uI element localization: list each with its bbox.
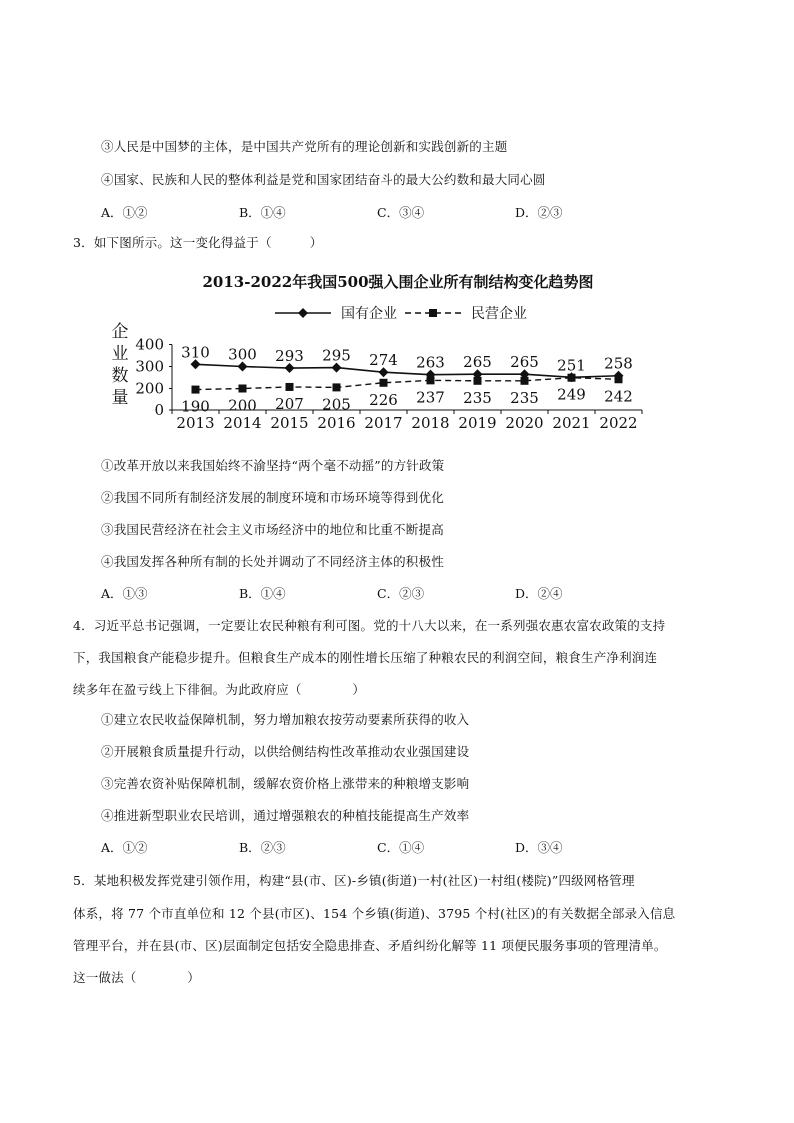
data-label: 235: [510, 388, 539, 407]
q4-statement-3: ③完善农资补贴保障机制，缓解农资价格上涨带来的种粮增支影响: [101, 776, 470, 791]
legend-marker-diamond: [298, 308, 308, 318]
q2-option-c[interactable]: C．③④: [377, 205, 425, 220]
q2-statement-4: ④国家、民族和人民的整体利益是党和国家团结奋斗的最大公约数和最大同心圆: [101, 172, 546, 187]
legend-label: 国有企业: [341, 306, 397, 322]
data-point-private: [192, 386, 200, 394]
y-ticks: [135, 336, 172, 420]
q4-stem-line-3: 续多年在盈亏线上下徘徊。为此政府应（ ）: [73, 682, 366, 697]
q3-option-a[interactable]: A．①③: [101, 586, 148, 601]
data-label: 237: [416, 388, 445, 407]
data-label: 242: [604, 387, 633, 406]
data-label: 258: [604, 354, 633, 373]
x-tick-label: 2022: [599, 414, 638, 432]
q3-option-d[interactable]: D．②④: [515, 586, 563, 601]
data-label: 274: [369, 351, 398, 370]
x-ticks: [176, 414, 637, 432]
q4-statement-4: ④推进新型职业农民培训，通过增强粮农的种植技能提高生产效率: [101, 808, 470, 823]
chart-title: 2013-2022年我国500强入围企业所有制结构变化趋势图: [202, 273, 594, 291]
data-label: 295: [322, 346, 351, 365]
q3-options: [101, 584, 653, 602]
q4-option-d[interactable]: D．③④: [515, 840, 563, 855]
data-label: 200: [228, 396, 257, 415]
q5-stem-line-2: 体系，将 77 个市直单位和 12 个县(市区)、154 个乡镇(街道)、3795 个村(社区)的有关数据全部录入信息: [73, 906, 676, 921]
q4-statement-1: ①建立农民收益保障机制，努力增加粮农按劳动要素所获得的收入: [101, 712, 470, 727]
data-labels: [181, 343, 633, 415]
data-label: 300: [228, 345, 257, 364]
q3-statement-4: ④我国发挥各种所有制的长处并调动了不同经济主体的积极性: [101, 554, 444, 569]
data-point-private: [521, 377, 529, 385]
ownership-trend-chart: [100, 265, 660, 440]
data-label: 293: [275, 347, 304, 366]
q4-option-b[interactable]: B．②③: [239, 840, 286, 855]
q3-statement-3: ③我国民营经济在社会主义市场经济中的地位和比重不断提高: [101, 522, 444, 537]
data-label: 263: [416, 353, 445, 372]
x-tick-label: 2019: [458, 414, 497, 432]
q5-stem-line-1: 5．某地积极发挥党建引领作用，构建“县(市、区)-乡镇(街道)一村(社区)一村组(楼院)”四级网格管理: [73, 873, 635, 888]
q4-stem-line-2: 下，我国粮食产能稳步提升。但粮食生产成本的刚性增长压缩了种粮农民的利润空间，粮食生产净利润连: [73, 650, 658, 665]
q3-option-c[interactable]: C．②③: [377, 586, 425, 601]
data-point-private: [286, 383, 294, 391]
q4-option-c[interactable]: C．①④: [377, 840, 425, 855]
q3-stem: 3．如下图所示。这一变化得益于（ ）: [73, 235, 323, 250]
x-tick-label: 2016: [317, 414, 356, 432]
series-line-private: [196, 378, 619, 390]
data-label: 190: [181, 397, 210, 416]
y-tick-label: 400: [135, 335, 164, 354]
data-label: 310: [181, 343, 210, 362]
data-label: 235: [463, 388, 492, 407]
data-point-private: [333, 383, 341, 391]
data-label: 251: [557, 356, 586, 375]
data-point-private: [380, 379, 388, 387]
q2-option-a[interactable]: A．①②: [101, 205, 148, 220]
q5-stem-line-3: 管理平台，并在县(市、区)层面制定包括安全隐患排查、矛盾纠纷化解等 11 项便民服务事项的管理清单。: [73, 938, 667, 953]
q3-option-b[interactable]: B．①④: [239, 586, 286, 601]
data-label: 265: [463, 353, 492, 372]
data-point-private: [615, 375, 623, 383]
q4-options: [101, 838, 653, 856]
data-point-private: [568, 374, 576, 382]
q2-statement-3: ③人民是中国梦的主体，是中国共产党所有的理论创新和实践创新的主题: [101, 139, 508, 154]
q3-statement-2: ②我国不同所有制经济发展的制度环境和市场环境等得到优化: [101, 490, 444, 505]
x-tick-label: 2013: [176, 414, 215, 432]
data-point-private: [427, 376, 435, 384]
x-tick-label: 2014: [223, 414, 262, 432]
data-point-private: [474, 377, 482, 385]
data-label: 207: [275, 394, 304, 413]
x-tick-label: 2017: [364, 414, 403, 432]
q5-stem-line-4: 这一做法（ ）: [73, 970, 201, 985]
data-label: 249: [557, 385, 586, 404]
q3-statement-1: ①改革开放以来我国始终不渝坚持“两个毫不动摇”的方针政策: [101, 458, 445, 473]
y-axis-label-char: 业: [111, 344, 129, 364]
q2-option-b[interactable]: B．①④: [239, 205, 286, 220]
y-axis-label-char: 数: [111, 366, 129, 386]
q4-option-a[interactable]: A．①②: [101, 840, 148, 855]
data-label: 205: [322, 395, 351, 414]
y-tick-label: 0: [154, 401, 164, 419]
q2-options: [101, 203, 653, 221]
legend-marker-square: [429, 309, 437, 317]
y-axis-label-char: 企: [111, 322, 129, 342]
y-axis-label-char: 量: [111, 388, 129, 408]
x-tick-label: 2018: [411, 414, 450, 432]
data-point-private: [239, 385, 247, 393]
q4-statement-2: ②开展粮食质量提升行动，以供给侧结构性改革推动农业强国建设: [101, 744, 470, 759]
y-tick-label: 300: [135, 357, 164, 376]
chart-legend: [275, 305, 527, 322]
x-tick-label: 2020: [505, 414, 544, 432]
y-tick-label: 200: [135, 379, 164, 398]
legend-label: 民营企业: [471, 306, 527, 322]
q4-stem-line-1: 4．习近平总书记强调，一定要让农民种粮有利可图。党的十八大以来，在一系列强农惠农富农政策的支持: [73, 618, 666, 633]
q2-option-d[interactable]: D．②③: [515, 205, 563, 220]
series-line-state-owned: [196, 364, 619, 377]
y-axis-label: [112, 322, 129, 408]
data-label: 226: [369, 390, 398, 409]
x-tick-label: 2021: [552, 414, 591, 432]
data-label: 265: [510, 353, 539, 372]
x-tick-label: 2015: [270, 414, 309, 432]
